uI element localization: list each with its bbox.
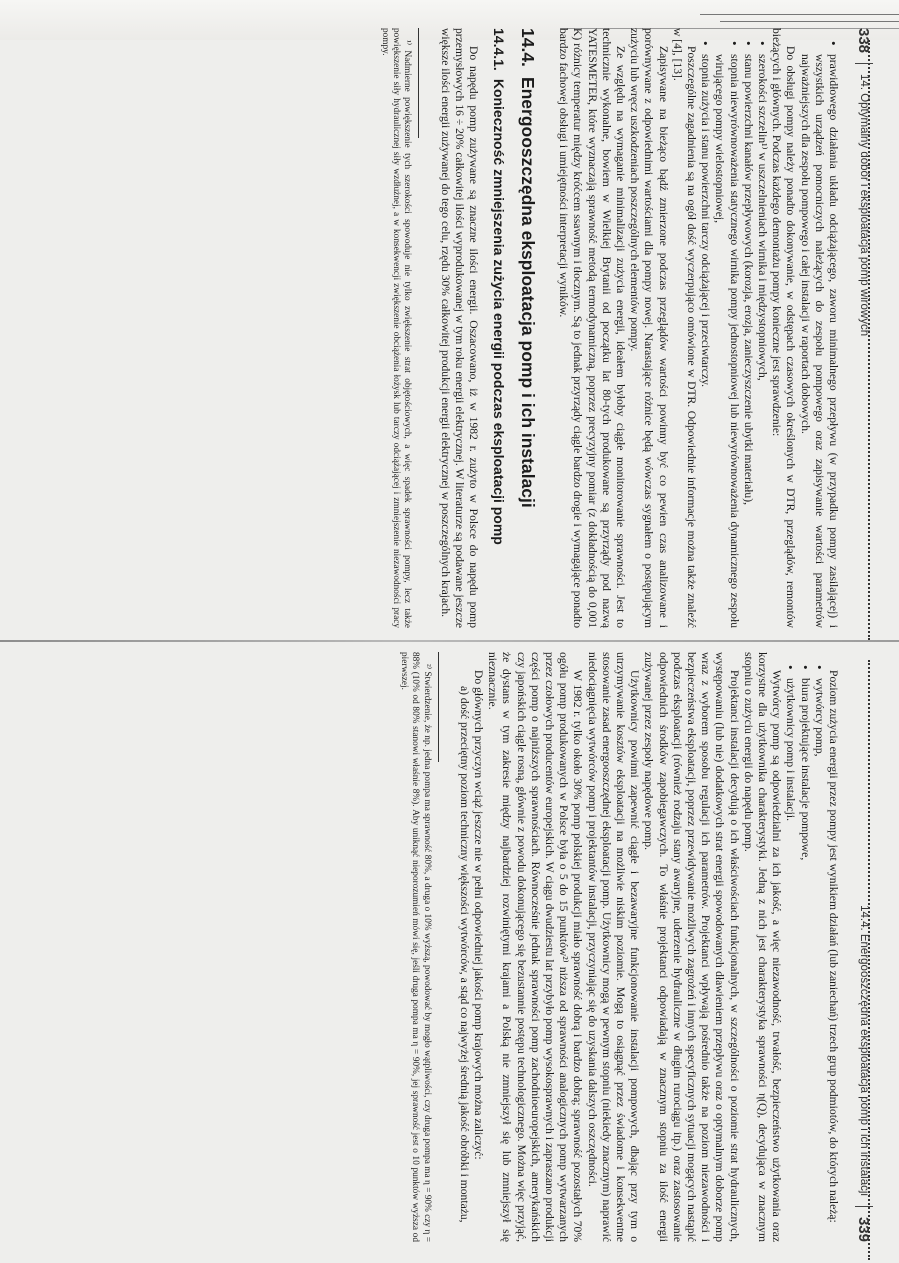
enumerated-list [457, 652, 471, 1242]
list-item: a) dość przeciętny poziom techniczny większości wytwórców, a stąd co najwyżej średnią jakość obróbki i montażu, [457, 686, 471, 1223]
section-heading [517, 28, 538, 628]
list-item: • stopnia niewyrównoważenia statycznego wirnika pompy jednostopniowej lub niewyrównoważenia dynamicznego zespołu wirującego pompy wielostopniowej, [712, 54, 740, 628]
scan-artifact-line [700, 14, 899, 15]
paragraph-wzgledu: Ze względu na wymaganie minimalizacji zużycia energii, ideałem byłoby ciągłe monitorowanie sprawności. Jest to technicznie wykonalne, bowiem w Wielkiej Brytanii od początku lat 80-tych produkowane są przyrządy pod nazwą YATESMETER, które wyznaczają sprawność metodą termodynamiczną, poprzez precyzyjny pomiar (z dokładnością do 0,001 K) różnicy temperatur między króćcem ssawnym i tłocznym. Są to jednak przyrządy ciągle bardzo drogie i wymagające ponadto bardzo fachowej obsługi i umiejętności interpretacji wyników. [557, 28, 627, 628]
left-page-number: 338 [855, 28, 873, 54]
list-item: • użytkownicy pomp i instalacji. [783, 678, 797, 1242]
paragraph-projektanci: Projektanci instalacji decydują o ich właściwościach funkcjonalnych, w szczególności o poziomie strat hydraulicznych, występowaniu (lub nie) dodatkowych strat energii spowodowanych dławieniem przepływu oraz o optymalnym doborze pomp wraz z wyborem sposobu regulacji ich parametrów. Projektanci wpływają pośrednio także na poziom niezawodności i bezpieczeństwa eksploatacji, poprzez przewidywanie możliwych zagrożeń i innych specyficznych sytuacji mogących nastąpić podczas eksploatacji (również rodzaju stany awaryjne, uderzenie hydrauliczne w długim rurociągu itp.) oraz zastosowanie odpowiednich środków zapobiegawczych. To właśnie projektanci odpowiadają w znacznym stopniu za ilość energii zużywanej przez zespoły napędowe pomp. [642, 652, 741, 1242]
subsection-number: 14.4.1. [490, 28, 507, 71]
paragraph-przyczyny: Do głównych przyczyn wciąż jeszcze nie w pełni odpowiedniej jakości pomp krajowych można zaliczyć: [471, 670, 485, 1160]
subsection-title: Konieczność zmniejszenia zużycia energii podczas eksploatacji pomp [490, 78, 507, 545]
list-item: • szerokości szczelin¹⁾ w uszczelnieniach wirnika i międzystopniowych, [755, 54, 769, 628]
bullet-list-check [698, 28, 769, 628]
scan-artifact-line [720, 21, 899, 22]
page-gutter [0, 640, 899, 642]
paragraph-zapisywanie: Zapisywane na bieżąco bądź zmierzone podczas przeglądów wartości powinny być co pewien czas analizowane i porównywane z odpowiednimi wartościami dla pompy nowej. Narastające różnice będą wówczas sygnałem o postępującym zużyciu lub wręcz uszkodzeniach poszczególnych elementów pompy. [628, 28, 670, 628]
bullet-list-top [797, 28, 840, 628]
list-item: • wytwórcy pomp, [812, 678, 826, 1242]
list-item: • prawidłowego działania układu odciążającego, zaworu minimalnego przepływu (w przypadku pompy zasilającej) i wszystkich urządzeń pomocniczych należących do zespołu pompowego oraz zapisywanie wartości parametrów najważniejszych dla zespołu pompowego i całej instalacji w raportach dobowych. [797, 54, 840, 628]
header-divider [855, 63, 873, 64]
list-item: • biura projektujące instalacje pompowe, [797, 678, 811, 1242]
left-page [65, 28, 880, 628]
paragraph-szczegolowe: Poszczególne zagadnienia są na ogół dość wyczerpująco omówione w DTR. Odpowiednie informacje można także znaleźć w [4], [13]. [670, 28, 698, 628]
section-number: 14.4. [517, 28, 538, 67]
header-divider [855, 1206, 873, 1207]
footnote-rule [418, 28, 419, 138]
subsection-heading [490, 28, 507, 628]
right-page [65, 652, 880, 1242]
right-body-text [397, 652, 840, 1242]
list-item: • stanu powierzchni kanałów przepływowych (korozja, erozja, zanieczyszczenie ubytki materiału), [741, 54, 755, 628]
paragraph-1982: W 1982 r. tylko około 30% pomp polskiej produkcji miało sprawność dobrą i bardzo dobrą; sprawność pozostałych 70% ogółu pomp produkowanych w Polsce była o 5 do 15 punktów²⁾ niższa od sprawności analogicznych pomp wytwarzanych przez czołowych producentów europejskich. W ciągu dwudziestu lat przybyło pomp wysokosprawnych i zapraszano produkcji części pomp o najniższych sprawnościach. Równocześnie jednak sprawności pomp zachodnioeuropejskich, amerykańskich czy japońskich ciągle rosną, głównie z powodu dokonującego się bezustannie postępu technologicznego. Można więc przyjąć, że dystans w tym zakresie między najbardziej rozwiniętymi krajami a Polską nie zmniejszył się lub zmniejszył się nieznacznie. [486, 652, 585, 1242]
footnote-1: ¹⁾ Nadmierne powiększenie tych szerokości spowoduje nie tylko zwiększenie strat objętościowych, a więc spadek sprawności pompy, lecz także powiększenie siły hydraulicznej siły wzdłużnej, a w konsekwencji zwiększenie obciążenia łożysk lub tarczy odciążającej i zmniejszenie niezawodności pracy pompy. [379, 28, 413, 628]
right-running-head-text: 14.4. Energooszczędna eksploatacja pomp i ich instalacji [858, 905, 870, 1196]
paragraph-wytworcy: Wytwórcy pomp są odpowiedzialni za ich jakość, a więc niezawodność, trwałość, bezpieczeństwo użytkowania oraz korzystne dla użytkownika charakterystyki. Jedną z nich jest charakterystyka sprawności η(Q), decydująca w znacznym stopniu o zużyciu energii do napędu pomp. [741, 652, 784, 1242]
section-title: Energooszczędna eksploatacja pomp i ich instalacji [517, 76, 538, 508]
left-running-head-text: 14. Optymalny dobór i eksploatacja pomp wirowych [858, 74, 870, 337]
right-page-number: 339 [855, 1216, 873, 1242]
right-running-head [848, 652, 880, 1242]
footnote-rule [438, 652, 439, 762]
paragraph-naped: Do napędu pomp zużywane są znaczne ilości energii. Oszacowano, iż w 1982 r. zużyto w Polsce do napędu pomp przemysłowych 16 ÷ 20% całkowitej ilości wyprodukowanej w tym roku energii elektrycznej. W literaturze są podawane jeszcze większe ilości energii zużywanej do tego celu, rzędu 30% całkowitej produkcji energii elektrycznej w poszczególnych krajach. [438, 28, 480, 628]
list-item: • stopnia zużycia i stanu powierzchni tarczy odciążającej i przeciwtarczy. [698, 54, 712, 628]
left-running-head [848, 28, 880, 628]
paragraph-uzytkownicy: Użytkownicy powinni zapewnić ciągłe i bezawaryjne funkcjonowanie instalacji pompowych, dbając przy tym o utrzymywanie kosztów eksploatacji na możliwie niskim poziomie. Mogą to osiągnąć przez świadome i konsekwentne stosowanie zasad energooszczędnej eksploatacji pomp. Użytkownicy mogą w pewnym stopniu (niekiedy znacznym) naprawić niedociągnięcia wytwórców pomp i projektantów instalacji, przyczyniając się do uzyskania dalszych oszczędności. [585, 652, 642, 1242]
paragraph-dtr: Do obsługi pompy należy ponadto dokonywanie, w odstępach czasowych określonych w DTR, przeglądów, remontów bieżących i głównych. Podczas każdego demontażu pompy konieczne jest sprawdzenie: [770, 28, 798, 628]
footnote-2: ²⁾ Stwierdzenie, że np. jedna pompa ma sprawność 80%, a druga o 10% wyższą, powodować by mogło wątpliwości, czy druga pompa ma η = 90% czy η = 88% (10% od 80% stanowi właśnie 8%). Aby uniknąć nieporozumień mówi się, jeśli druga pompa ma η = 90%, jej sprawność jest o 10 punktów wyższa od pierwszej. [398, 652, 432, 1242]
left-body-text [378, 28, 840, 628]
bullet-list-groups [783, 652, 826, 1242]
paragraph-poziom: Poziom zużycia energii przez pompy jest wynikiem działań (lub zaniechań) trzech grup podmiotów, do których należą: [827, 670, 840, 1223]
